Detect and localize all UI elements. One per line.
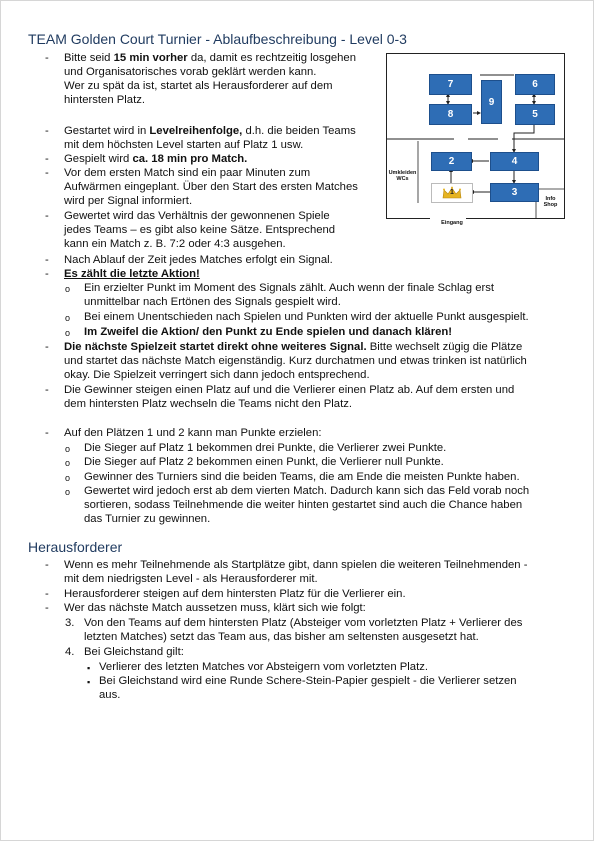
court-3-label: 3 <box>511 187 518 198</box>
court-7-label: 7 <box>447 79 454 90</box>
section-heading-herausforderer: Herausforderer <box>28 539 123 555</box>
court-1-label: 1 <box>450 189 454 196</box>
court-5 <box>515 104 555 125</box>
court-7 <box>429 74 472 95</box>
court-2-label: 2 <box>448 156 455 167</box>
court-9-label: 9 <box>488 96 495 108</box>
court-4 <box>490 152 539 171</box>
court-3 <box>490 183 539 202</box>
changing-rooms-label: Umkleiden WCs <box>388 170 417 182</box>
info-shop-label: Info Shop <box>543 196 558 208</box>
court-5-label: 5 <box>532 109 538 120</box>
court-4-label: 4 <box>511 156 518 167</box>
court-6-label: 6 <box>532 79 538 90</box>
court-2 <box>431 152 472 171</box>
court-diagram <box>386 53 565 226</box>
court-8-label: 8 <box>447 109 454 120</box>
page-title: TEAM Golden Court Turnier - Ablaufbeschreibung - Level 0-3 <box>28 31 407 47</box>
court-8 <box>429 104 472 125</box>
court-6 <box>515 74 555 95</box>
court-1 <box>431 183 473 203</box>
court-9 <box>481 80 502 124</box>
entrance-label: Eingang <box>441 220 463 226</box>
